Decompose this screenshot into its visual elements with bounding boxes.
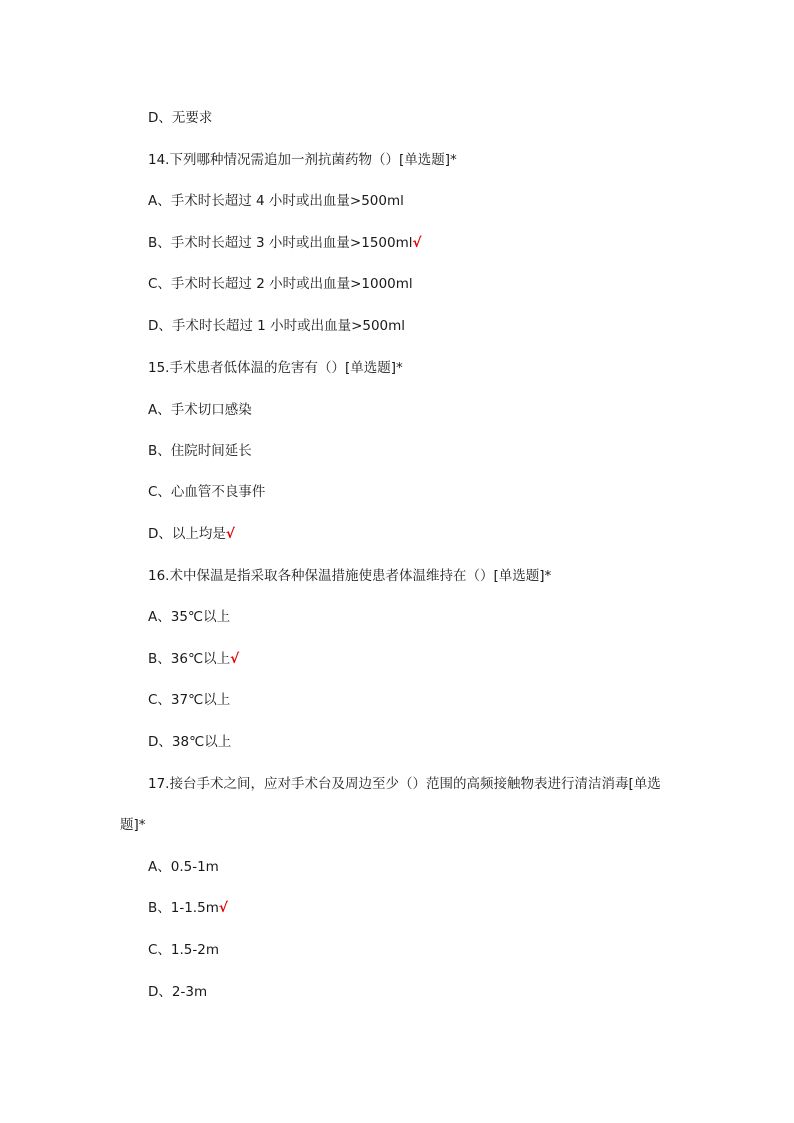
question-15-option-d (148, 524, 235, 544)
option-label: B、36℃以上 (148, 651, 231, 667)
question-14-option-c: C、手术时长超过 2 小时或出血量>1000ml (148, 276, 413, 292)
question-16-option-d: D、38℃以上 (148, 734, 232, 750)
option-label: D、以上均是 (148, 526, 226, 542)
question-15-text: 15.手术患者低体温的危害有（）[单选题]* (148, 360, 403, 376)
correct-check-icon: √ (230, 651, 240, 667)
question-14-option-b (148, 233, 422, 253)
question-14-option-d: D、手术时长超过 1 小时或出血量>500ml (148, 318, 406, 334)
question-15-option-a: A、手术切口感染 (148, 402, 252, 418)
question-14-option-a: A、手术时长超过 4 小时或出血量>500ml (148, 193, 404, 209)
question-15-option-c: C、心血管不良事件 (148, 484, 266, 500)
question-16-option-c: C、37℃以上 (148, 692, 231, 708)
question-16-option-b (148, 649, 239, 669)
question-13-option-d: D、无要求 (148, 110, 213, 126)
question-15-option-b: B、住院时间延长 (148, 443, 252, 459)
question-17-text-line-1: 17.接台手术之间，应对手术台及周边至少（）范围的高频接触物表进行清洁消毒[单选 (148, 776, 661, 792)
question-14-text: 14.下列哪种情况需追加一剂抗菌药物（）[单选题]* (148, 152, 457, 168)
correct-check-icon: √ (412, 235, 422, 251)
question-17-text-line-2: 题]* (120, 817, 146, 833)
question-17-option-d: D、2-3m (148, 984, 208, 1000)
question-17-option-c: C、1.5-2m (148, 942, 220, 958)
question-16-option-a: A、35℃以上 (148, 609, 231, 625)
question-17-option-b (148, 898, 228, 918)
question-17-option-a: A、0.5-1m (148, 859, 219, 875)
correct-check-icon: √ (218, 900, 228, 916)
option-label: B、手术时长超过 3 小时或出血量>1500ml (148, 235, 413, 251)
question-16-text: 16.术中保温是指采取各种保温措施使患者体温维持在（）[单选题]* (148, 568, 552, 584)
option-label: B、1-1.5m (148, 900, 219, 916)
correct-check-icon: √ (225, 526, 235, 542)
